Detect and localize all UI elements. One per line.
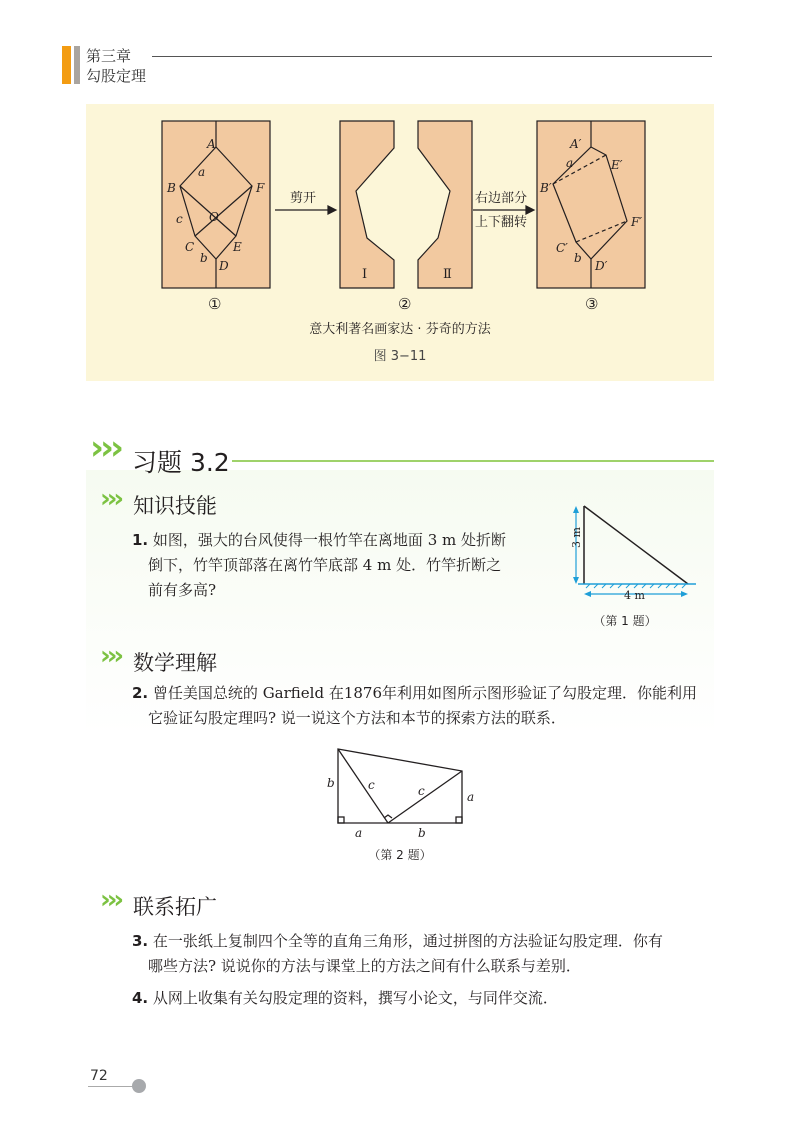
fig2-label-a-bottom: a [355, 826, 363, 840]
fig2-label-c2: c [418, 784, 425, 798]
label-F-prime: F′ [631, 215, 643, 229]
label-B: B [167, 181, 176, 195]
label-F: F [256, 181, 265, 195]
question-3 [132, 929, 712, 979]
page-number-dot [132, 1079, 146, 1093]
question-number: 3. [132, 932, 149, 950]
chevron-icon: ››› [100, 641, 121, 671]
fig2-label-b-bottom: b [418, 826, 426, 840]
piece-II-label: Ⅱ [443, 267, 452, 282]
da-vinci-figure [0, 0, 800, 400]
question-number: 4. [132, 989, 149, 1007]
label-b: b [200, 251, 208, 265]
question-2 [132, 681, 712, 731]
question-2-figure [320, 745, 490, 845]
label-D: D [219, 259, 229, 273]
figure-caption: 意大利著名画家达 · 芬奇的方法 [309, 322, 491, 337]
section-understanding: 数学理解 [133, 651, 217, 675]
exercise-title-rule [232, 460, 714, 462]
chevron-icon: ››› [90, 428, 121, 468]
question-text: 曾任美国总统的 Garfield 在1876年利用如图所示图形验证了勾股定理．你能利用 [152, 684, 698, 702]
chevron-icon: ››› [100, 484, 121, 514]
chevron-icon: ››› [100, 885, 121, 915]
label-C-prime: C′ [556, 241, 568, 255]
question-1-figure [560, 500, 710, 610]
fig1-vertical-label: 3 m [570, 527, 583, 548]
figure-number: 图 3−11 [373, 349, 427, 364]
question-number: 1. [132, 531, 149, 549]
fig2-label-c1: c [368, 778, 375, 792]
question-4 [132, 986, 712, 1011]
panel-2-number: ② [398, 295, 412, 313]
fig1-horizontal-label: 4 m [624, 589, 645, 602]
question-1 [132, 528, 552, 603]
label-E-prime: E′ [611, 158, 623, 172]
page-number-rule [88, 1086, 134, 1087]
section-extension: 联系拓广 [133, 895, 217, 919]
label-E: E [233, 240, 242, 254]
fig2-label-b-left: b [327, 776, 335, 790]
label-D-prime: D′ [595, 259, 608, 273]
question-text: 前有多高? [148, 581, 217, 599]
label-C: C [185, 240, 195, 254]
question-text: 它验证勾股定理吗? 说一说这个方法和本节的探索方法的联系． [148, 709, 566, 727]
exercise-title: 习题 3.2 [132, 448, 230, 477]
page-number: 72 [90, 1068, 108, 1084]
label-O: O [209, 210, 219, 224]
question-text: 哪些方法? 说说你的方法与课堂上的方法之间有什么联系与差别． [148, 957, 581, 975]
panel-3-number: ③ [585, 295, 599, 313]
cut-label: 剪开 [290, 191, 317, 206]
label-b-3: b [574, 251, 582, 265]
question-1-figure-caption: （第 1 题） [593, 614, 657, 628]
question-text: 在一张纸上复制四个全等的直角三角形，通过拼图的方法验证勾股定理．你有 [152, 932, 663, 950]
label-c: c [176, 212, 183, 226]
question-text: 倒下，竹竿顶部落在离竹竿底部 4 m 处．竹竿折断之 [148, 556, 502, 574]
flip-label-1: 右边部分 [475, 191, 528, 206]
piece-I-label: Ⅰ [362, 267, 368, 282]
flip-label-2: 上下翻转 [475, 215, 528, 230]
section-skills: 知识技能 [133, 494, 217, 518]
question-2-figure-caption: （第 2 题） [368, 848, 432, 862]
panel-1-number: ① [208, 295, 222, 313]
label-B-prime: B′ [540, 181, 552, 195]
label-A: A [207, 137, 216, 151]
chapter-title: 勾股定理 [86, 67, 147, 85]
chapter-label: 第三章 [86, 47, 132, 65]
label-A-prime: A′ [570, 137, 582, 151]
question-text: 如图，强大的台风使得一根竹竿在离地面 3 m 处折断 [152, 531, 506, 549]
label-a-3: a [566, 156, 574, 170]
question-text: 从网上收集有关勾股定理的资料，撰写小论文，与同伴交流． [152, 989, 558, 1007]
question-number: 2. [132, 684, 149, 702]
label-a: a [198, 165, 206, 179]
fig2-label-a-right: a [467, 790, 475, 804]
